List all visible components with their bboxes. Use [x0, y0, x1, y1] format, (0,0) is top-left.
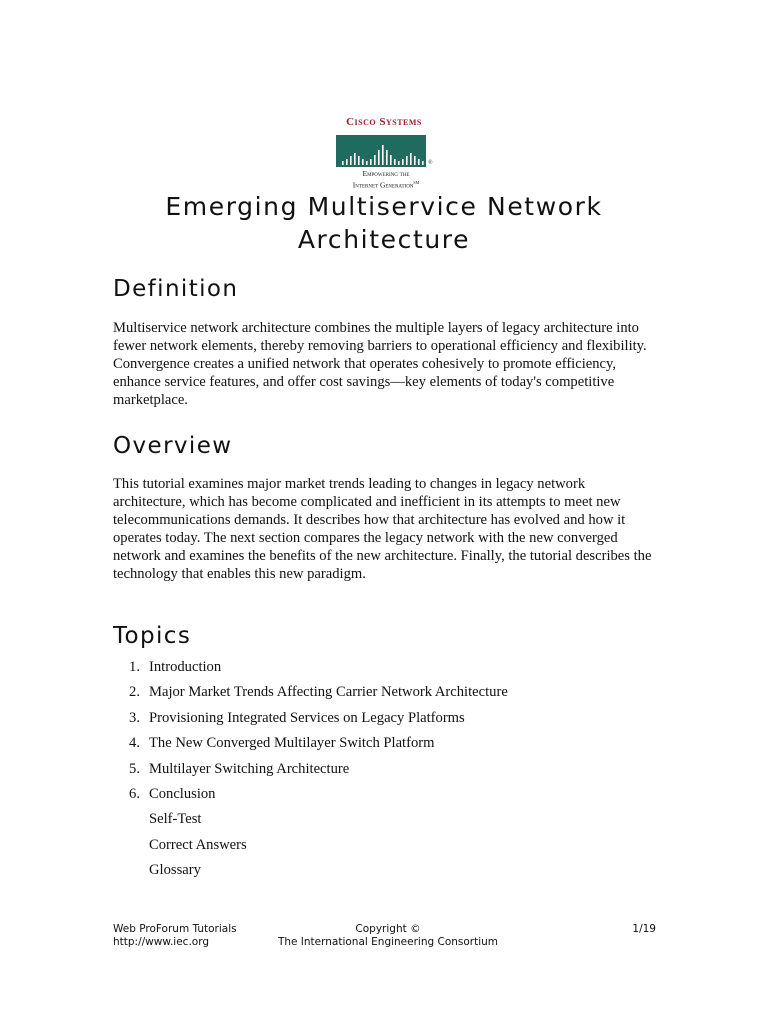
logo-bar [354, 153, 356, 165]
topics-heading: Topics [113, 623, 192, 649]
logo-bar [366, 161, 368, 165]
topic-item: 4. The New Converged Multilayer Switch Platform [129, 735, 435, 752]
document-title: Emerging Multiservice Network Architecture [165, 192, 603, 254]
topic-item: Self-Test [149, 811, 202, 828]
footer-url: http://www.iec.org [113, 936, 210, 948]
definition-text: Multiservice network architecture combines the multiple layers of legacy architecture into fewer network elements, thereby removing barriers to operational efficiency and flexibility. Convergence creates a unified network that operates cohesively to promote efficiency, enhance service features, and offer cost savings—key elements of today's competitive marketplace. [113, 320, 647, 408]
overview-heading: Overview [113, 433, 233, 459]
footer-center [253, 923, 523, 949]
topic-item: 3. Provisioning Integrated Services on Legacy Platforms [129, 709, 465, 726]
topic-item: Correct Answers [149, 836, 247, 853]
footer-copyright: Copyright © [355, 923, 421, 935]
topic-item: 2. Major Market Trends Affecting Carrier Network Architecture [129, 684, 508, 701]
logo-bar [398, 161, 400, 165]
logo-bar [402, 159, 404, 165]
logo-bar [410, 153, 412, 165]
service-mark: SM [413, 180, 420, 185]
topic-item: 6. Conclusion [129, 785, 216, 802]
definition-heading: Definition [113, 276, 239, 302]
logo-bar [406, 156, 408, 165]
topic-item: 5. Multilayer Switching Architecture [129, 760, 350, 777]
logo-bar [414, 156, 416, 165]
footer-publication: Web ProForum Tutorials [113, 923, 237, 935]
logo-bar [358, 156, 360, 165]
overview-text: This tutorial examines major market trends leading to changes in legacy network architecture, which has become complicated and inefficient in its attempts to meet new telecommunications demands. It describes how that architecture has evolved and how it operates today. The next section compares the legacy network with the new converged network and examines the benefits of the new architecture. Finally, the tutorial describes the technology that enables this new paradigm. [113, 476, 652, 582]
topic-item: Glossary [149, 862, 201, 879]
logo-bar [374, 155, 376, 165]
logo-bar [346, 159, 348, 165]
cisco-bridge-icon [334, 133, 438, 169]
footer-organization: The International Engineering Consortium [277, 936, 499, 948]
logo-bar [382, 145, 384, 165]
logo-tagline-line2: Internet Generation℠ [352, 180, 420, 190]
page-number: 1/19 [632, 923, 656, 935]
logo-tagline [334, 169, 438, 190]
footer-left [113, 923, 237, 949]
logo-bar [362, 159, 364, 165]
logo-bar [394, 159, 396, 165]
logo-tagline-line1: Empowering the [362, 169, 410, 178]
logo-company-name: Cisco Systems [346, 116, 422, 128]
cisco-logo [334, 116, 438, 192]
topics-list [113, 657, 673, 886]
page-footer [113, 923, 656, 953]
topic-item: 1. Introduction [129, 659, 222, 675]
logo-bar [422, 161, 424, 165]
logo-bar [350, 156, 352, 165]
footer-right [632, 923, 656, 936]
logo-bar [342, 161, 344, 165]
logo-bar [390, 155, 392, 165]
registered-mark: ® [428, 160, 433, 166]
logo-bar [386, 150, 388, 165]
logo-bar [370, 159, 372, 165]
logo-bar [418, 159, 420, 165]
logo-bar [378, 150, 380, 165]
